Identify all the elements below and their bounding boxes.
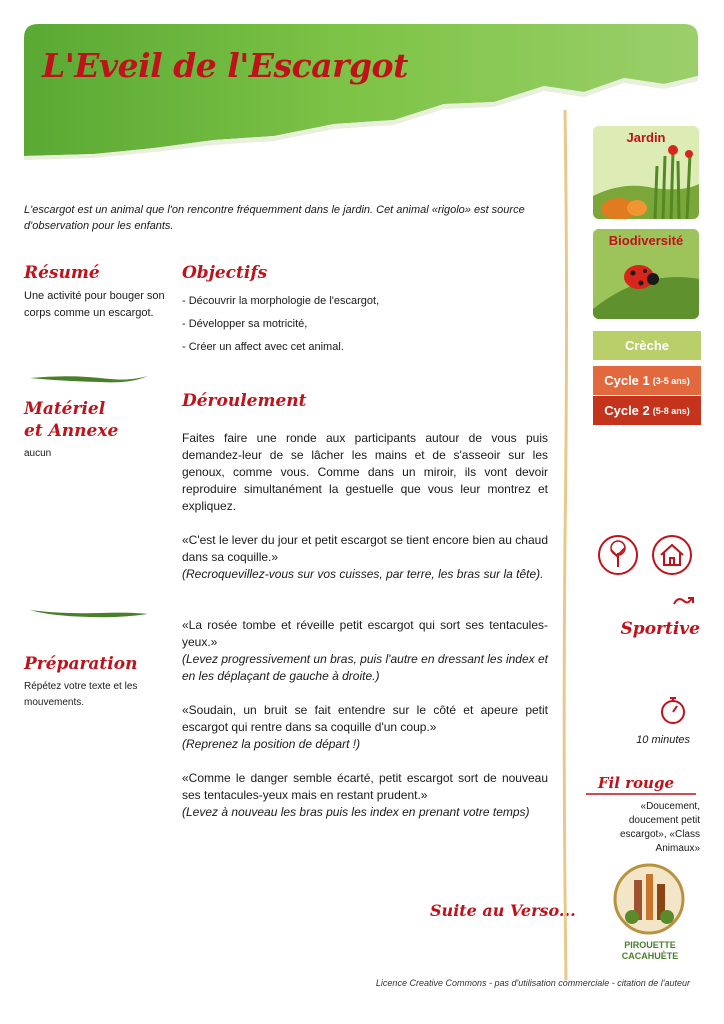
- outdoor-tree-icon: [596, 533, 640, 577]
- grass-divider: [30, 606, 150, 618]
- fil-rouge-heading: Fil rouge: [597, 774, 674, 792]
- level-label: Cycle 1: [604, 373, 650, 388]
- preparation-text: Répétez votre texte et les mouvements.: [24, 681, 138, 708]
- deroulement-step: [182, 770, 548, 821]
- objectif-item: - Développer sa motricité,: [182, 318, 308, 330]
- objectifs-heading: Objectifs: [182, 263, 268, 283]
- step-note: (Levez à nouveau les bras puis les index en prenant votre temps): [182, 805, 530, 819]
- step-text: «C'est le lever du jour et petit escargot se tient encore bien au chaud dans sa coquille.»: [182, 533, 548, 564]
- objectif-item: - Découvrir la morphologie de l'escargot,: [182, 295, 380, 307]
- level-cycle1: [593, 366, 701, 395]
- indoor-house-icon: [650, 533, 694, 577]
- logo-line2: CACAHUÈTE: [621, 951, 679, 961]
- suite-au-verso: Suite au Verso...: [430, 901, 576, 920]
- deroulement-step: [182, 702, 548, 753]
- pirouette-cacahuete-logo: [612, 862, 686, 936]
- deroulement-step: [182, 532, 548, 583]
- theme-tile-jardin: [593, 126, 699, 219]
- level-age: (3-5 ans): [652, 375, 690, 386]
- resume-heading: Résumé: [24, 263, 100, 283]
- fil-rouge-text: «Doucement, doucement petit escargot», «Class Animaux»: [619, 801, 700, 854]
- level-label: Cycle 2: [604, 403, 650, 418]
- fil-rouge-underline: [586, 792, 696, 796]
- theme-tile-biodiversite: [593, 229, 699, 319]
- step-note: (Levez progressivement un bras, puis l'autre en dressant les index et en les déplaçant de gauche à droite.): [182, 652, 548, 683]
- page-title: L'Eveil de l'Escargot: [42, 46, 408, 85]
- intro-text: L'escargot est un animal que l'on rencontre fréquemment dans le jardin. Cet animal «rigolo» est source d'observation pour les enfants.: [24, 204, 525, 232]
- level-label: Crèche: [624, 338, 670, 353]
- materiel-heading-line1: Matériel: [24, 399, 106, 419]
- grass-divider: [30, 372, 150, 384]
- deroulement-heading: Déroulement: [182, 391, 307, 411]
- objectif-item: - Créer un affect avec cet animal.: [182, 341, 344, 353]
- step-text: «La rosée tombe et réveille petit escargot qui sort ses tentacules-yeux.»: [182, 618, 548, 649]
- deroulement-step: [182, 617, 548, 685]
- level-age: (5-8 ans): [652, 405, 690, 416]
- sport-arrow-icon: [672, 594, 696, 608]
- theme-label: Jardin: [626, 130, 666, 145]
- preparation-heading: Préparation: [24, 654, 138, 674]
- step-text: «Comme le danger semble écarté, petit escargot sort de nouveau ses tentacules-yeux mais en restant prudent.»: [182, 771, 548, 802]
- logo-text: [610, 940, 690, 962]
- duration: 10 minutes: [636, 734, 690, 746]
- materiel-heading-line2: et Annexe: [24, 421, 119, 441]
- step-note: (Recroquevillez-vous sur vos cuisses, par terre, les bras sur la tête).: [182, 567, 544, 581]
- deroulement-p1: Faites faire une ronde aux participants autour de vous puis demandez-leur de se lâcher les mains et de s'asseoir sur les genoux, comme vous. Comme dans un miroir, ils vont devoir reproduire simultanément la gestuelle que vous leur montrez et expliquez.: [182, 431, 548, 513]
- materiel-heading: [24, 398, 118, 442]
- step-text: «Soudain, un bruit se fait entendre sur le côté et apeure petit escargot qui rentre dans sa coquille d'un coup.»: [182, 703, 548, 734]
- theme-label: Biodiversité: [608, 233, 684, 248]
- objectifs-list: [182, 290, 542, 359]
- level-cycle2: [593, 396, 701, 425]
- stopwatch-icon: [658, 695, 688, 725]
- resume-text: Une activité pour bouger son corps comme un escargot.: [24, 290, 165, 319]
- activity-type: Sportive: [620, 619, 700, 639]
- logo-line1: PIROUETTE: [624, 940, 676, 950]
- vertical-divider: [561, 110, 571, 980]
- step-note: (Reprenez la position de départ !): [182, 737, 361, 751]
- materiel-text: aucun: [24, 448, 52, 459]
- license-footer: Licence Creative Commons - pas d'utilisation commerciale - citation de l'auteur: [375, 978, 690, 988]
- level-creche: [593, 331, 701, 360]
